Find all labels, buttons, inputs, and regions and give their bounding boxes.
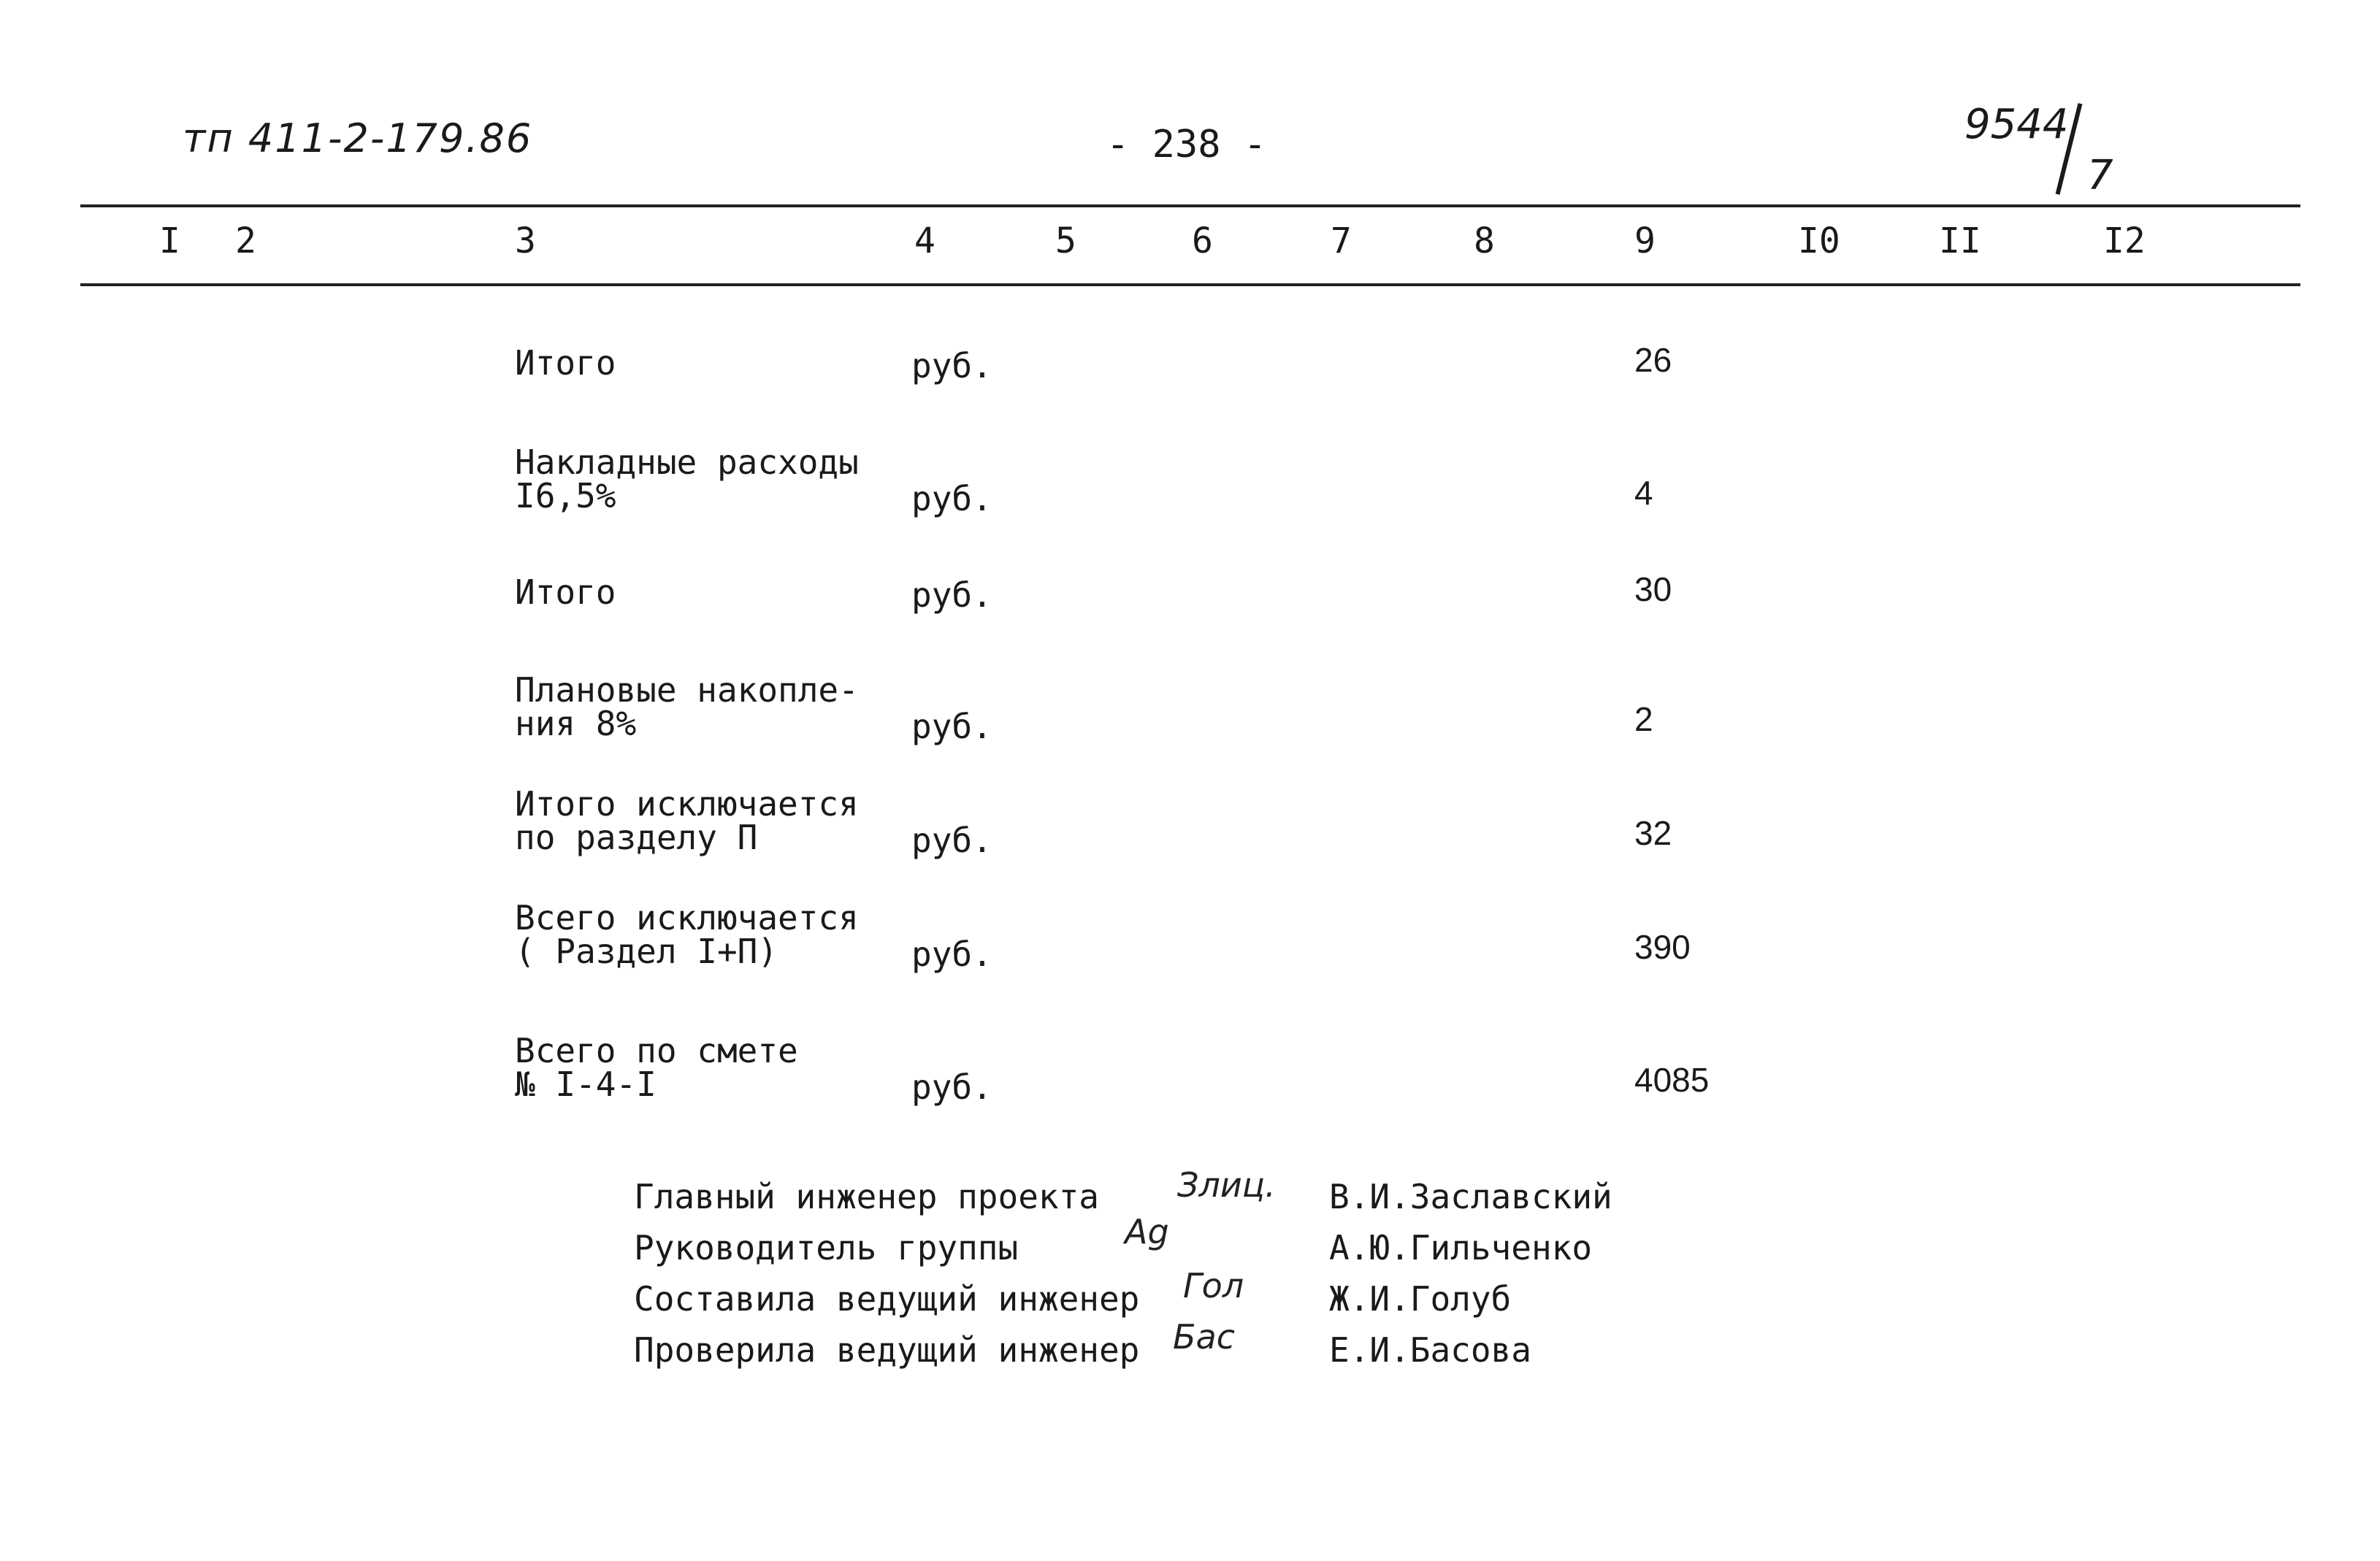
row-label: Всего исключается: [515, 898, 859, 937]
column-number: II: [1939, 220, 1981, 261]
row-value: 4: [1634, 474, 1653, 512]
row-label: Итого: [515, 343, 616, 383]
row-unit: руб.: [911, 935, 992, 974]
column-number: I0: [1798, 220, 1840, 261]
sheet-number: 9544: [1964, 101, 2069, 148]
signer-role: Руководитель группы: [634, 1228, 1019, 1267]
handwritten-signature: Гол: [1183, 1266, 1244, 1305]
column-number: 9: [1634, 220, 1656, 261]
signer-name: А.Ю.Гильченко: [1329, 1228, 1593, 1267]
row-unit: руб.: [911, 1067, 992, 1107]
row-unit: руб.: [911, 707, 992, 746]
row-unit: руб.: [911, 821, 992, 860]
row-value: 32: [1634, 814, 1672, 852]
column-number: I: [159, 220, 180, 261]
column-number: I2: [2103, 220, 2146, 261]
document-code: тп 411-2-179.86: [183, 115, 533, 161]
row-label: Всего по смете: [515, 1031, 798, 1070]
signer-role: Главный инженер проекта: [634, 1177, 1099, 1216]
row-label: Плановые накопле-: [515, 670, 859, 710]
row-label-continued: № I-4-I: [515, 1065, 657, 1104]
row-label: Накладные расходы: [515, 442, 859, 482]
row-label-continued: ния 8%: [515, 704, 637, 743]
column-number: 2: [235, 220, 256, 261]
row-value: 2: [1634, 700, 1653, 738]
handwritten-signature: Ag: [1125, 1212, 1169, 1251]
handwritten-signature: Злиц.: [1177, 1165, 1276, 1205]
signer-name: В.И.Заславский: [1329, 1177, 1612, 1216]
column-number: 8: [1474, 220, 1495, 261]
column-number: 3: [515, 220, 536, 261]
header-rule-top: [80, 204, 2300, 207]
row-unit: руб.: [911, 575, 992, 615]
row-value: 4085: [1634, 1061, 1710, 1099]
signer-role: Проверила ведущий инженер: [634, 1330, 1140, 1370]
row-label: Итого исключается: [515, 784, 859, 824]
row-label-continued: по разделу П: [515, 818, 758, 857]
signer-name: Е.И.Басова: [1329, 1330, 1531, 1370]
column-number: 7: [1331, 220, 1352, 261]
signer-role: Составила ведущий инженер: [634, 1279, 1140, 1319]
row-label-continued: ( Раздел I+П): [515, 932, 778, 971]
page-number: - 238 -: [1106, 123, 1267, 166]
signer-name: Ж.И.Голуб: [1329, 1279, 1512, 1319]
row-value: 30: [1634, 570, 1672, 608]
row-unit: руб.: [911, 346, 992, 386]
row-label: Итого: [515, 572, 616, 612]
sheet-subnumber: 7: [2087, 152, 2113, 199]
row-value: 390: [1634, 928, 1691, 966]
row-value: 26: [1634, 341, 1672, 379]
handwritten-signature: Бас: [1173, 1317, 1236, 1357]
header-rule-bottom: [80, 283, 2300, 286]
row-label-continued: I6,5%: [515, 476, 616, 515]
row-unit: руб.: [911, 479, 992, 518]
column-number: 5: [1055, 220, 1076, 261]
column-number: 4: [914, 220, 935, 261]
column-number: 6: [1192, 220, 1213, 261]
